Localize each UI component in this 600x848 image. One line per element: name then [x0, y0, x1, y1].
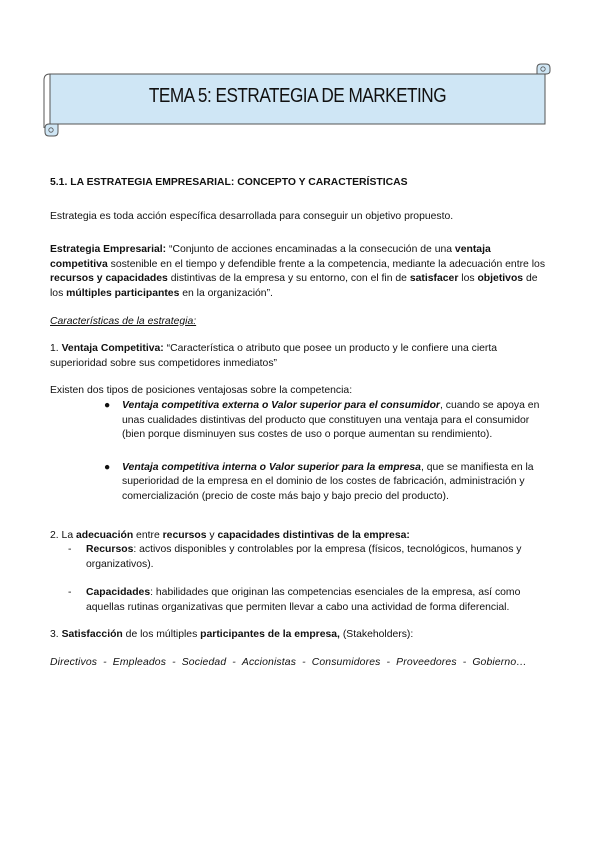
text-run: entre — [133, 529, 163, 541]
bold-run: capacidades distintivas de la empresa: — [217, 529, 410, 541]
stakeholder: Proveedores — [396, 657, 457, 669]
bullet-title: Ventaja competitiva externa o Valor superior para el consumidor — [122, 399, 440, 411]
bullet-title: Ventaja competitiva interna o Valor superior para la empresa — [122, 461, 421, 473]
separator: - — [302, 657, 306, 669]
text-run: 2. La — [50, 529, 76, 541]
ventaja-competitiva-label: Ventaja Competitiva: — [61, 343, 164, 355]
title-banner — [40, 62, 555, 140]
bold-run: satisfacer — [409, 273, 459, 285]
separator: - — [462, 657, 467, 669]
text-run: en la organización”. — [179, 287, 273, 299]
recursos-dash-list — [50, 543, 550, 615]
ventaja-bullet-list — [50, 399, 550, 505]
list-item — [50, 399, 550, 443]
bold-run: Satisfacción — [61, 629, 123, 641]
bold-run: múltiples participantes — [66, 287, 180, 299]
separator: - — [103, 657, 107, 669]
satisfaccion-item — [50, 628, 550, 643]
text-run: (Stakeholders): — [339, 629, 414, 641]
text-run: los — [458, 273, 478, 285]
stakeholder: Consumidores — [311, 657, 381, 669]
text-run: , cuando se apoya en unas cualidades distintivas del producto que constituyen una ventaja para el consumidor (bien porque disminuyen sus costes de uso o porque aumentan su rendimiento). — [122, 399, 540, 441]
text-run: de los múltiples — [122, 629, 201, 641]
text-run: “Conjunto de acciones encaminadas a la consecución de una — [166, 244, 455, 256]
bullet-icon: ● — [104, 461, 111, 473]
separator: - — [386, 657, 391, 669]
stakeholder: Gobierno… — [472, 657, 527, 669]
adecuacion-item — [50, 529, 550, 544]
stakeholder: Directivos — [50, 657, 98, 669]
text-run: : habilidades que originan las competencias esenciales de la empresa, así como aquellas rutinas organizativas que permiten llevar a cabo una actividad de forma diferencial. — [86, 587, 521, 613]
text-run: , que se manifiesta en la superioridad de la empresa en el dominio de los costes de fabricación, administración y comercialización (precio de coste más bajo y bajo precio del producto). — [122, 461, 534, 502]
dash-marker: - — [68, 544, 72, 556]
bullet-icon: ● — [104, 399, 111, 411]
bold-run: adecuación — [76, 529, 134, 541]
stakeholder: Empleados — [112, 657, 167, 669]
document-body — [50, 176, 550, 671]
dash-label: Recursos — [86, 544, 134, 556]
scroll-curl-bottom-left-dot — [49, 128, 53, 132]
bold-run: recursos — [162, 529, 207, 541]
empresarial-paragraph — [50, 243, 550, 301]
bold-run: participantes de la empresa, — [200, 629, 340, 641]
bold-run: ventaja competitiva — [50, 244, 491, 270]
ventaja-competitiva-item — [50, 342, 550, 371]
item-number: 1. — [50, 343, 62, 355]
text-run: sostenible en el tiempo y defendible frente a la competencia, mediante la adecuación entre los — [107, 258, 546, 270]
list-item — [50, 461, 550, 505]
text-run: : activos disponibles y controlables por la empresa (físicos, tecnológicos, humanos y organizativos). — [86, 544, 522, 570]
text-run: “Característica o atributo que posee un producto y le confiere una cierta superioridad sobre sus competidores inmediatos” — [50, 343, 498, 369]
bold-run: objetivos — [477, 273, 524, 285]
text-run: y — [206, 529, 218, 541]
bold-run: recursos y capacidades — [50, 273, 168, 285]
separator: - — [172, 657, 176, 669]
section-title: 5.1. LA ESTRATEGIA EMPRESARIAL: CONCEPTO Y CARACTERÍSTICAS — [50, 177, 408, 188]
empresarial-label: Estrategia Empresarial: — [50, 244, 167, 256]
scroll-curl-top-right-dot — [541, 67, 545, 71]
scroll-left-roll — [44, 74, 50, 128]
stakeholders-line — [50, 656, 550, 671]
text-run: 3. — [50, 629, 62, 641]
text-run: distintivas de la empresa y su entorno, con el fin de — [167, 273, 410, 285]
definition-paragraph: Estrategia es toda acción específica desarrollada para conseguir un objetivo propuesto. — [50, 210, 454, 222]
separator: - — [232, 657, 236, 669]
dash-label: Capacidades — [86, 587, 151, 599]
stakeholder: Accionistas — [241, 657, 297, 669]
page-title: TEMA 5: ESTRATEGIA DE MARKETING — [148, 85, 447, 107]
posiciones-intro: Existen dos tipos de posiciones ventajosas sobre la competencia: — [50, 385, 353, 397]
list-item — [50, 543, 550, 572]
text-run: de los — [50, 273, 538, 299]
stakeholder: Sociedad — [181, 657, 227, 669]
caracteristicas-heading: Características de la estrategia: — [50, 315, 197, 327]
dash-marker: - — [68, 587, 72, 599]
list-item — [50, 586, 550, 615]
